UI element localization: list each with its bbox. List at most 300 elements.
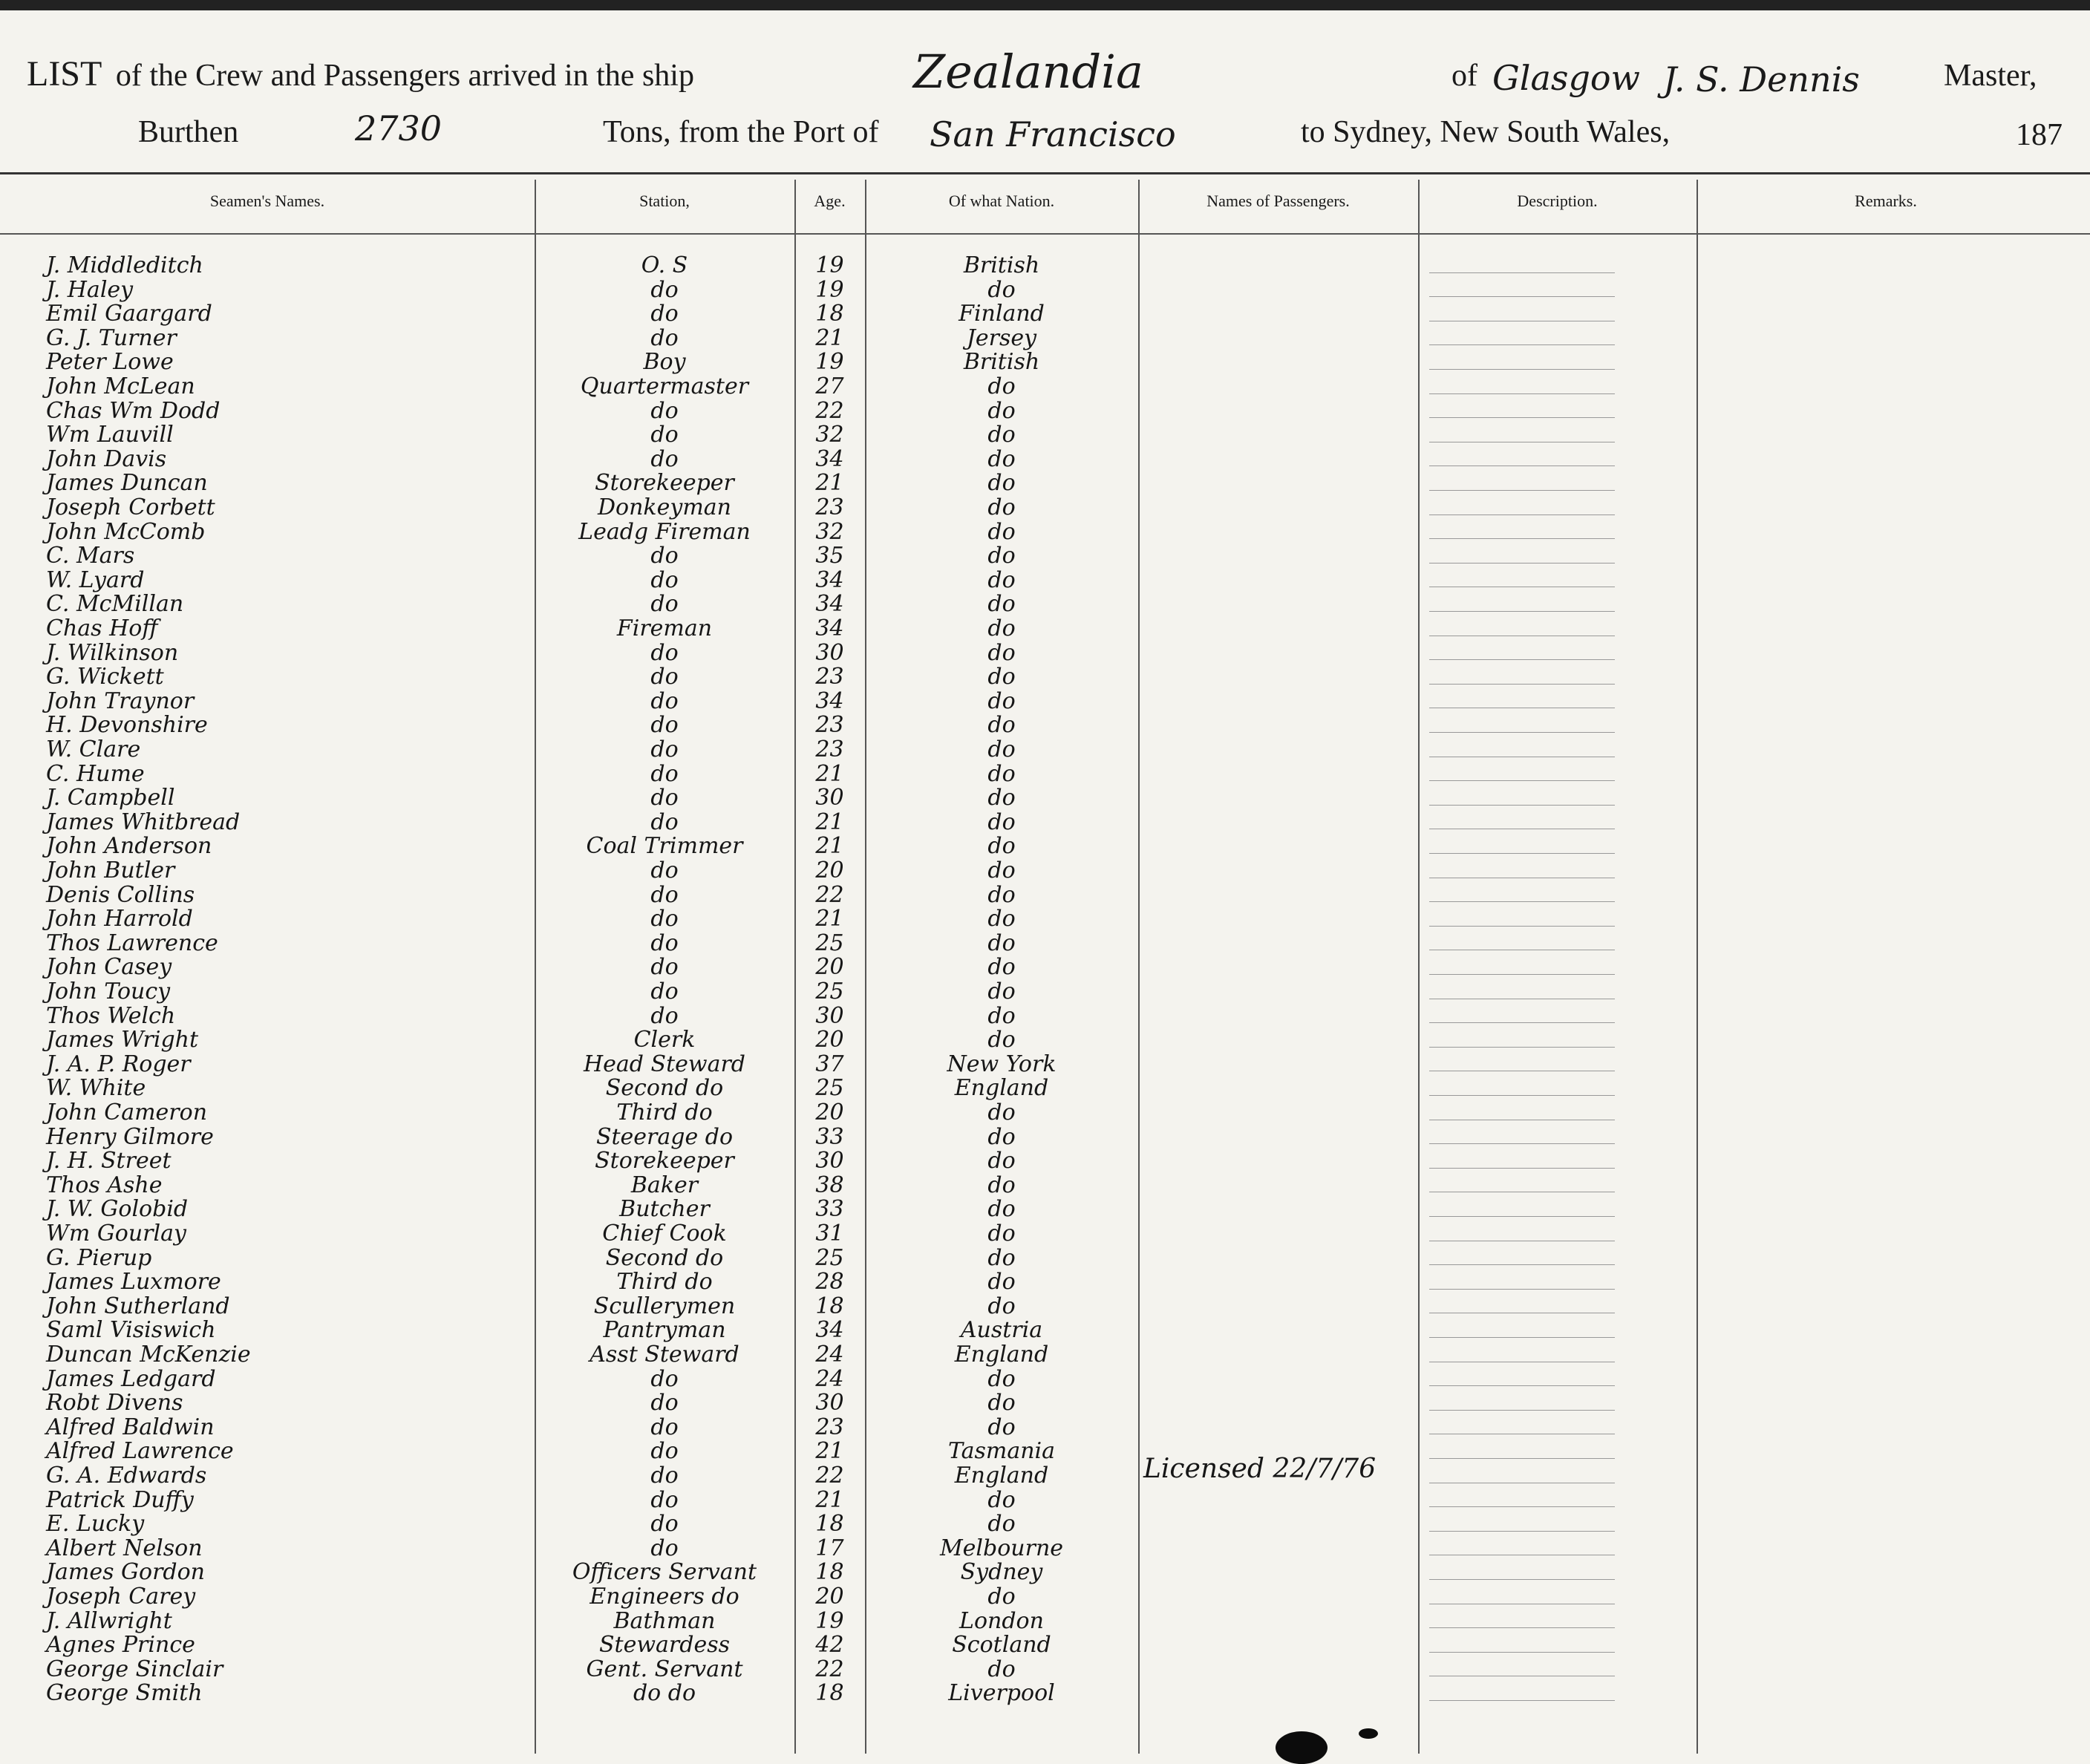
- burthen-value: 2730: [355, 108, 443, 148]
- table-row: [0, 398, 2090, 422]
- table-row: [0, 712, 2090, 739]
- table-row: [0, 1196, 2090, 1221]
- age-cell: 22: [815, 1463, 844, 1489]
- seaman-name-cell: Chas Hoff: [46, 615, 158, 641]
- col-header-nation: Of what Nation.: [948, 192, 1055, 210]
- nation-cell: Sydney: [960, 1559, 1043, 1586]
- description-dash: [1429, 1579, 1615, 1580]
- description-dash: [1429, 563, 1615, 564]
- description-dash: [1429, 805, 1615, 806]
- nation-cell: do: [987, 373, 1016, 399]
- nation-cell: do: [987, 1148, 1016, 1175]
- station-cell: Officers Servant: [572, 1559, 757, 1586]
- station-cell: Second do: [605, 1244, 724, 1271]
- age-cell: 32: [815, 518, 844, 545]
- description-dash: [1429, 514, 1615, 515]
- seaman-name-cell: J. Haley: [46, 276, 134, 303]
- description-dash: [1429, 1022, 1615, 1023]
- age-cell: 21: [815, 1438, 844, 1465]
- seaman-name-cell: Joseph Corbett: [46, 494, 215, 520]
- table-row: [0, 1027, 2090, 1054]
- nation-cell: do: [987, 930, 1016, 956]
- age-cell: 30: [815, 785, 844, 811]
- table-row: [0, 494, 2090, 519]
- table-row: [0, 1148, 2090, 1175]
- station-cell: Third do: [616, 1269, 713, 1296]
- col-header-description: Description.: [1517, 192, 1598, 210]
- table-row: [0, 640, 2090, 664]
- age-cell: 20: [815, 1100, 844, 1126]
- nation-cell: do: [987, 760, 1016, 787]
- seaman-name-cell: J. Wilkinson: [46, 639, 179, 666]
- station-cell: do: [650, 422, 679, 448]
- age-cell: 34: [815, 615, 844, 641]
- nation-cell: do: [987, 664, 1016, 690]
- ink-blot: [1276, 1731, 1328, 1764]
- table-row: [0, 543, 2090, 567]
- table-row: [0, 591, 2090, 618]
- seaman-name-cell: Thos Lawrence: [46, 930, 218, 956]
- seaman-name-cell: Joseph Carey: [46, 1584, 196, 1610]
- description-dash: [1429, 926, 1615, 927]
- seaman-name-cell: Duncan McKenzie: [46, 1342, 251, 1368]
- seaman-name-cell: John McLean: [46, 373, 195, 399]
- description-dash: [1429, 853, 1615, 854]
- from-port: San Francisco: [930, 114, 1176, 154]
- seaman-name-cell: W. White: [46, 1075, 146, 1102]
- seaman-name-cell: Thos Ashe: [46, 1172, 163, 1198]
- seaman-name-cell: Patrick Duffy: [46, 1486, 194, 1513]
- station-cell: do: [650, 276, 679, 303]
- seaman-name-cell: John Davis: [46, 445, 167, 472]
- seaman-name-cell: John Casey: [46, 954, 172, 981]
- seaman-name-cell: Emil Gaargard: [46, 301, 212, 327]
- station-cell: Asst Steward: [590, 1342, 739, 1368]
- crew-passengers-text: of the Crew and Passengers arrived in the ship: [115, 59, 694, 93]
- nation-cell: do: [987, 785, 1016, 811]
- seaman-name-cell: J. W. Golobid: [46, 1196, 189, 1223]
- station-cell: do: [650, 1438, 679, 1465]
- seaman-name-cell: E. Lucky: [46, 1511, 145, 1538]
- seaman-name-cell: Alfred Lawrence: [46, 1438, 234, 1465]
- nation-cell: do: [987, 494, 1016, 520]
- nation-cell: do: [987, 1123, 1016, 1150]
- table-row: [0, 906, 2090, 930]
- year-label: 187: [2016, 118, 2063, 152]
- age-cell: 25: [815, 930, 844, 956]
- nation-cell: do: [987, 422, 1016, 448]
- table-row: [0, 1075, 2090, 1100]
- station-cell: Donkeyman: [598, 494, 731, 520]
- seaman-name-cell: John Traynor: [46, 687, 195, 714]
- table-row: [0, 301, 2090, 325]
- station-cell: Engineers do: [590, 1584, 739, 1610]
- seaman-name-cell: John McComb: [46, 518, 206, 545]
- station-cell: do: [650, 566, 679, 593]
- table-row: [0, 1584, 2090, 1608]
- table-row: [0, 1293, 2090, 1318]
- seaman-name-cell: G. A. Edwards: [46, 1463, 207, 1489]
- age-cell: 20: [815, 954, 844, 981]
- age-cell: 20: [815, 1584, 844, 1610]
- table-row: [0, 1390, 2090, 1417]
- description-dash: [1429, 1337, 1615, 1338]
- nation-cell: do: [987, 1584, 1016, 1610]
- nation-cell: do: [987, 1390, 1016, 1417]
- age-cell: 24: [815, 1365, 844, 1392]
- station-cell: do: [650, 1511, 679, 1538]
- age-cell: 27: [815, 373, 844, 399]
- nation-cell: do: [987, 1196, 1016, 1223]
- description-dash: [1429, 1289, 1615, 1290]
- nation-cell: do: [987, 639, 1016, 666]
- table-row: [0, 833, 2090, 858]
- age-cell: 18: [815, 301, 844, 327]
- description-dash: [1429, 1264, 1615, 1265]
- age-cell: 34: [815, 445, 844, 472]
- age-cell: 18: [815, 1293, 844, 1319]
- table-row: [0, 1366, 2090, 1391]
- nation-cell: do: [987, 445, 1016, 472]
- table-row: [0, 1317, 2090, 1342]
- table-row: [0, 1511, 2090, 1538]
- table-row: [0, 519, 2090, 543]
- age-cell: 37: [815, 1051, 844, 1077]
- age-cell: 25: [815, 1075, 844, 1102]
- table-row: [0, 785, 2090, 809]
- age-cell: 23: [815, 1414, 844, 1440]
- table-row: [0, 1680, 2090, 1705]
- age-cell: 18: [815, 1511, 844, 1538]
- age-cell: 21: [815, 324, 844, 351]
- description-dash: [1429, 1168, 1615, 1169]
- table-row: [0, 1608, 2090, 1633]
- seaman-name-cell: J. Middleditch: [46, 252, 203, 278]
- nation-cell: do: [987, 881, 1016, 908]
- master-label: Master,: [1944, 59, 2037, 93]
- seaman-name-cell: John Harrold: [46, 906, 193, 932]
- station-cell: do: [650, 760, 679, 787]
- nation-cell: Austria: [960, 1317, 1043, 1344]
- seaman-name-cell: Robt Divens: [46, 1390, 183, 1417]
- age-cell: 30: [815, 1002, 844, 1029]
- nation-cell: do: [987, 712, 1016, 739]
- age-cell: 33: [815, 1123, 844, 1150]
- table-row: [0, 761, 2090, 785]
- station-cell: do: [650, 1365, 679, 1392]
- description-dash: [1429, 732, 1615, 733]
- seaman-name-cell: Albert Nelson: [46, 1535, 203, 1561]
- station-cell: Chief Cook: [602, 1221, 727, 1247]
- table-row: [0, 1003, 2090, 1028]
- description-dash: [1429, 272, 1615, 273]
- description-dash: [1429, 659, 1615, 660]
- seaman-name-cell: John Sutherland: [46, 1293, 230, 1319]
- age-cell: 25: [815, 979, 844, 1004]
- age-cell: 31: [815, 1221, 844, 1247]
- station-cell: Coal Trimmer: [586, 833, 743, 860]
- seaman-name-cell: James Luxmore: [46, 1269, 221, 1296]
- station-cell: do: [650, 1390, 679, 1417]
- nation-cell: do: [987, 858, 1016, 883]
- nation-cell: do: [987, 1365, 1016, 1392]
- seaman-name-cell: Denis Collins: [46, 881, 195, 908]
- seaman-name-cell: H. Devonshire: [46, 712, 208, 739]
- station-cell: Second do: [605, 1075, 724, 1102]
- age-cell: 18: [815, 1680, 844, 1707]
- age-cell: 23: [815, 664, 844, 690]
- nation-cell: do: [987, 1172, 1016, 1198]
- description-dash: [1429, 1385, 1615, 1386]
- description-dash: [1429, 1410, 1615, 1411]
- seaman-name-cell: Peter Lowe: [46, 349, 174, 376]
- table-row: [0, 954, 2090, 979]
- seaman-name-cell: John Butler: [46, 858, 175, 883]
- scan-top-band: [0, 0, 2090, 10]
- nation-cell: do: [987, 591, 1016, 618]
- seaman-name-cell: G. J. Turner: [46, 324, 177, 351]
- station-cell: Clerk: [633, 1027, 696, 1054]
- destination-label: to Sydney, New South Wales,: [1301, 115, 1671, 149]
- seaman-name-cell: Saml Visiswich: [46, 1317, 216, 1344]
- age-cell: 22: [815, 1656, 844, 1682]
- nation-cell: do: [987, 906, 1016, 932]
- table-row: [0, 277, 2090, 301]
- age-cell: 30: [815, 1390, 844, 1417]
- nation-cell: England: [954, 1463, 1049, 1489]
- age-cell: 34: [815, 1317, 844, 1344]
- age-cell: 34: [815, 566, 844, 593]
- age-cell: 34: [815, 687, 844, 714]
- description-dash: [1429, 393, 1615, 394]
- nation-cell: British: [963, 349, 1040, 376]
- table-row: [0, 1414, 2090, 1439]
- station-cell: Scullerymen: [593, 1293, 736, 1319]
- seaman-name-cell: Thos Welch: [46, 1002, 176, 1029]
- table-row: [0, 1269, 2090, 1296]
- description-dash: [1429, 1143, 1615, 1144]
- nation-cell: do: [987, 1002, 1016, 1029]
- age-cell: 18: [815, 1559, 844, 1586]
- station-cell: Leadg Fireman: [578, 518, 751, 545]
- nation-cell: do: [987, 543, 1016, 569]
- age-cell: 21: [815, 808, 844, 835]
- seaman-name-cell: George Sinclair: [46, 1656, 223, 1682]
- table-row: [0, 1535, 2090, 1560]
- description-dash: [1429, 1652, 1615, 1653]
- seaman-name-cell: George Smith: [46, 1680, 203, 1707]
- age-cell: 24: [815, 1342, 844, 1368]
- table-row: [0, 1124, 2090, 1149]
- station-cell: do: [650, 639, 679, 666]
- description-dash: [1429, 1095, 1615, 1096]
- nation-cell: do: [987, 1656, 1016, 1682]
- station-cell: O. S: [641, 252, 688, 278]
- nation-cell: Tasmania: [947, 1438, 1056, 1465]
- station-cell: do: [650, 397, 679, 424]
- description-dash: [1429, 1531, 1615, 1532]
- station-cell: do: [650, 881, 679, 908]
- nation-cell: London: [959, 1607, 1044, 1634]
- table-row: [0, 979, 2090, 1003]
- description-dash: [1429, 490, 1615, 491]
- table-row: [0, 567, 2090, 592]
- table-row: [0, 664, 2090, 688]
- age-cell: 23: [815, 494, 844, 520]
- nation-cell: do: [987, 687, 1016, 714]
- table-row: [0, 1559, 2090, 1584]
- nation-cell: do: [987, 1100, 1016, 1126]
- station-cell: Fireman: [616, 615, 713, 641]
- nation-cell: do: [987, 1486, 1016, 1513]
- station-cell: Stewardess: [598, 1632, 730, 1659]
- crew-list-page: [0, 10, 2090, 1760]
- table-row: [0, 349, 2090, 376]
- nation-cell: do: [987, 1293, 1016, 1319]
- col-header-seamen-names: Seamen's Names.: [209, 192, 325, 210]
- station-cell: do: [650, 808, 679, 835]
- age-cell: 25: [815, 1244, 844, 1271]
- station-cell: Pantryman: [603, 1317, 726, 1344]
- ink-spot: [1359, 1728, 1378, 1739]
- table-row: [0, 858, 2090, 882]
- age-cell: 19: [815, 1607, 844, 1634]
- nation-cell: do: [987, 397, 1016, 424]
- nation-cell: do: [987, 979, 1016, 1004]
- table-row: [0, 1463, 2090, 1487]
- table-row: [0, 470, 2090, 497]
- seaman-name-cell: W. Lyard: [46, 566, 145, 593]
- seaman-name-cell: G. Wickett: [46, 664, 164, 690]
- nation-cell: do: [987, 615, 1016, 641]
- station-cell: do: [650, 1535, 679, 1561]
- station-cell: do: [650, 858, 679, 883]
- station-cell: Steerage do: [595, 1123, 734, 1150]
- station-cell: do: [650, 1002, 679, 1029]
- table-row: [0, 1438, 2090, 1463]
- seaman-name-cell: J. H. Street: [46, 1148, 172, 1175]
- seaman-name-cell: James Gordon: [46, 1559, 205, 1586]
- seaman-name-cell: James Wright: [46, 1027, 199, 1054]
- nation-cell: do: [987, 808, 1016, 835]
- age-cell: 19: [815, 276, 844, 303]
- seaman-name-cell: Chas Wm Dodd: [46, 397, 221, 424]
- description-dash: [1429, 1700, 1615, 1701]
- age-cell: 34: [815, 591, 844, 618]
- station-cell: do: [650, 664, 679, 690]
- header-line-1: [27, 53, 694, 94]
- station-cell: do do: [633, 1680, 696, 1707]
- station-cell: Baker: [630, 1172, 699, 1198]
- age-cell: 42: [815, 1632, 844, 1659]
- seaman-name-cell: W. Clare: [46, 736, 141, 762]
- description-dash: [1429, 1506, 1615, 1507]
- station-cell: do: [650, 543, 679, 569]
- description-dash: [1429, 344, 1615, 345]
- tons-from-label: Tons, from the Port of: [603, 115, 879, 149]
- age-cell: 21: [815, 1486, 844, 1513]
- station-cell: Boy: [643, 349, 686, 376]
- nation-cell: Melbourne: [939, 1535, 1064, 1561]
- station-cell: do: [650, 736, 679, 762]
- station-cell: Gent. Servant: [586, 1656, 743, 1682]
- description-dash: [1429, 611, 1615, 612]
- age-cell: 19: [815, 252, 844, 278]
- seaman-name-cell: C. Mars: [46, 543, 135, 569]
- table-row: [0, 422, 2090, 446]
- ship-name: Zealandia: [913, 45, 1143, 99]
- nation-cell: do: [987, 566, 1016, 593]
- list-word: LIST: [27, 54, 102, 94]
- seaman-name-cell: James Ledgard: [46, 1365, 216, 1392]
- nation-cell: Liverpool: [948, 1680, 1055, 1707]
- description-dash: [1429, 1458, 1615, 1459]
- col-header-passengers: Names of Passengers.: [1206, 192, 1350, 210]
- nation-cell: England: [954, 1342, 1049, 1368]
- station-cell: do: [650, 906, 679, 932]
- col-header-station: Station,: [639, 192, 690, 210]
- station-cell: Butcher: [619, 1196, 710, 1223]
- nation-cell: do: [987, 1244, 1016, 1271]
- description-dash: [1429, 1216, 1615, 1217]
- age-cell: 33: [815, 1196, 844, 1223]
- table-row: [0, 930, 2090, 955]
- station-cell: Quartermaster: [580, 373, 749, 399]
- age-cell: 17: [815, 1535, 844, 1561]
- table-row: [0, 446, 2090, 471]
- age-cell: 32: [815, 422, 844, 448]
- table-row: [0, 1051, 2090, 1076]
- station-cell: do: [650, 1463, 679, 1489]
- seaman-name-cell: J. Allwright: [46, 1607, 172, 1634]
- age-cell: 35: [815, 543, 844, 569]
- age-cell: 21: [815, 760, 844, 787]
- nation-cell: do: [987, 1027, 1016, 1054]
- station-cell: do: [650, 687, 679, 714]
- nation-cell: do: [987, 1511, 1016, 1538]
- table-row: [0, 615, 2090, 640]
- description-dash: [1429, 684, 1615, 685]
- seaman-name-cell: James Whitbread: [46, 808, 241, 835]
- table-row: [0, 688, 2090, 713]
- seaman-name-cell: C. McMillan: [46, 591, 184, 618]
- station-cell: do: [650, 712, 679, 739]
- seaman-name-cell: Alfred Baldwin: [46, 1414, 215, 1440]
- station-cell: do: [650, 324, 679, 351]
- port-of-registry: Glasgow: [1492, 58, 1641, 98]
- description-dash: [1429, 369, 1615, 370]
- age-cell: 21: [815, 906, 844, 932]
- table-row: [0, 373, 2090, 398]
- nation-cell: do: [987, 954, 1016, 981]
- table-row: [0, 1172, 2090, 1197]
- station-cell: do: [650, 301, 679, 327]
- description-dash: [1429, 417, 1615, 418]
- description-dash: [1429, 1047, 1615, 1048]
- nation-cell: do: [987, 276, 1016, 303]
- column-header-rule: [0, 233, 2090, 235]
- table-row: [0, 736, 2090, 761]
- age-cell: 30: [815, 639, 844, 666]
- description-dash: [1429, 1627, 1615, 1628]
- station-cell: Head Steward: [583, 1051, 745, 1077]
- table-row: [0, 1342, 2090, 1366]
- seaman-name-cell: John Toucy: [46, 979, 171, 1004]
- age-cell: 23: [815, 736, 844, 762]
- station-cell: Storekeeper: [595, 1148, 734, 1175]
- station-cell: do: [650, 979, 679, 1004]
- nation-cell: Jersey: [966, 324, 1037, 351]
